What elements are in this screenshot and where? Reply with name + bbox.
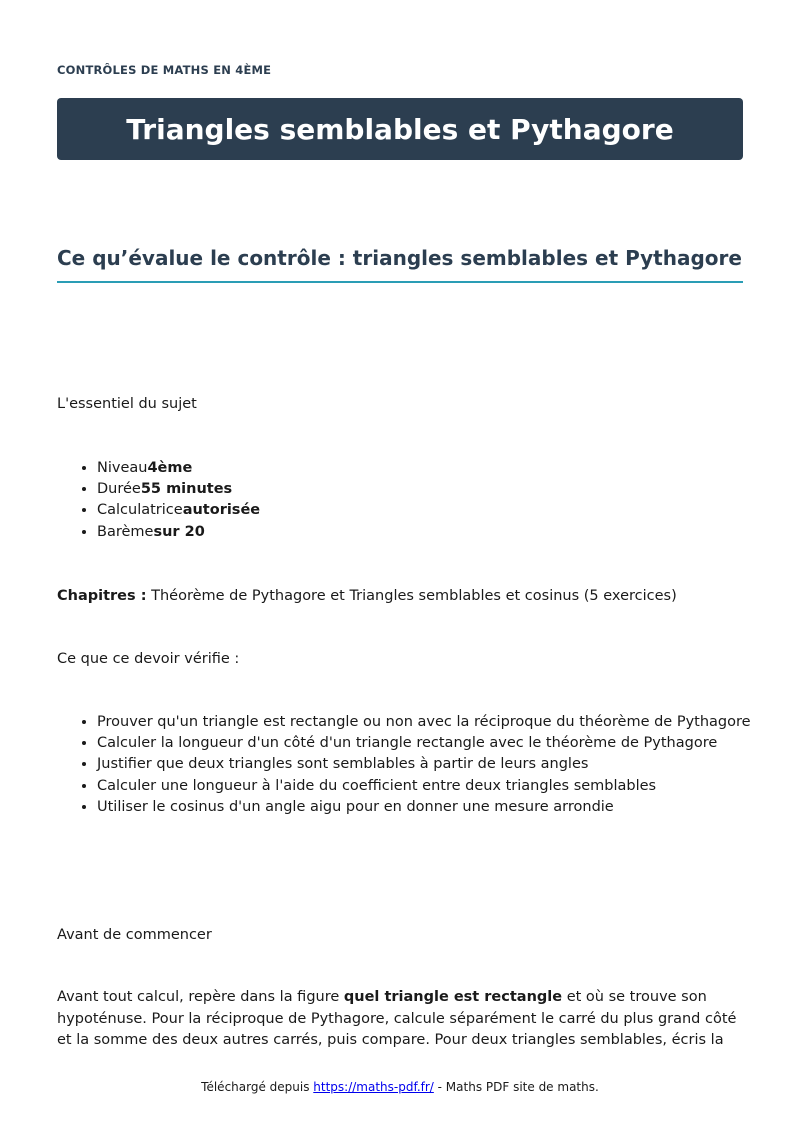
item-value: sur 20 [153, 523, 205, 540]
essentiel-list [57, 458, 743, 543]
list-item [97, 458, 743, 479]
item-label: Durée [97, 481, 141, 498]
list-item: • Calculer la longueur d'un côté d'un triangle rectangle avec le théorème de Pythagore [97, 733, 757, 754]
avant-text-start: Avant tout calcul, repère dans la figure [57, 989, 344, 1005]
footer-prefix: Téléchargé depuis [201, 1080, 314, 1094]
avant-heading: Avant de commencer [57, 927, 212, 943]
chapitres-line [57, 586, 743, 607]
list-item [97, 479, 743, 500]
title-banner [57, 98, 743, 160]
list-item: • Calculer une longueur à l'aide du coefficient entre deux triangles semblables [97, 776, 757, 797]
chapitres-label: Chapitres : [57, 588, 147, 604]
footer-link[interactable]: https://maths-pdf.fr/ [313, 1080, 434, 1094]
item-label: Calculatrice [97, 502, 183, 519]
chapitres-text: Théorème de Pythagore et Triangles semblables et cosinus (5 exercices) [146, 588, 677, 604]
footer-suffix: - Maths PDF site de maths. [433, 1080, 599, 1094]
page-kicker: CONTRÔLES DE MATHS EN 4ÈME [57, 63, 272, 77]
avant-text-bold: quel triangle est rectangle [343, 989, 563, 1005]
page-title: Triangles semblables et Pythagore [126, 112, 674, 146]
list-item [97, 500, 743, 521]
avant-paragraph [57, 987, 743, 1052]
avant-text-end: et où se trouve son hypoténuse. Pour la réciproque de Pythagore, calcule séparément le carré du plus grand côté et la somme des deux autres carrés, puis compare. Pour deux triangles semblables, écris la [57, 989, 737, 1048]
verifie-list [57, 712, 757, 818]
item-value: 55 minutes [140, 481, 233, 498]
list-item [97, 522, 743, 543]
list-item: • Prouver qu'un triangle est rectangle ou non avec la réciproque du théorème de Pythagore [97, 712, 757, 733]
item-value: 4ème [147, 460, 193, 476]
item-label: Barème [97, 523, 154, 540]
item-label: Niveau [97, 460, 148, 476]
essentiel-heading: L'essentiel du sujet [57, 396, 197, 412]
item-value: autorisée [182, 502, 261, 519]
verifie-heading: Ce que ce devoir vérifie : [57, 651, 240, 667]
list-item: • Justifier que deux triangles sont semblables à partir de leurs angles [97, 754, 757, 775]
list-item: • Utiliser le cosinus d'un angle aigu pour en donner une mesure arrondie [97, 797, 757, 818]
section-title: Ce qu’évalue le contrôle : triangles semblables et Pythagore [57, 243, 743, 283]
footer [0, 1080, 800, 1094]
